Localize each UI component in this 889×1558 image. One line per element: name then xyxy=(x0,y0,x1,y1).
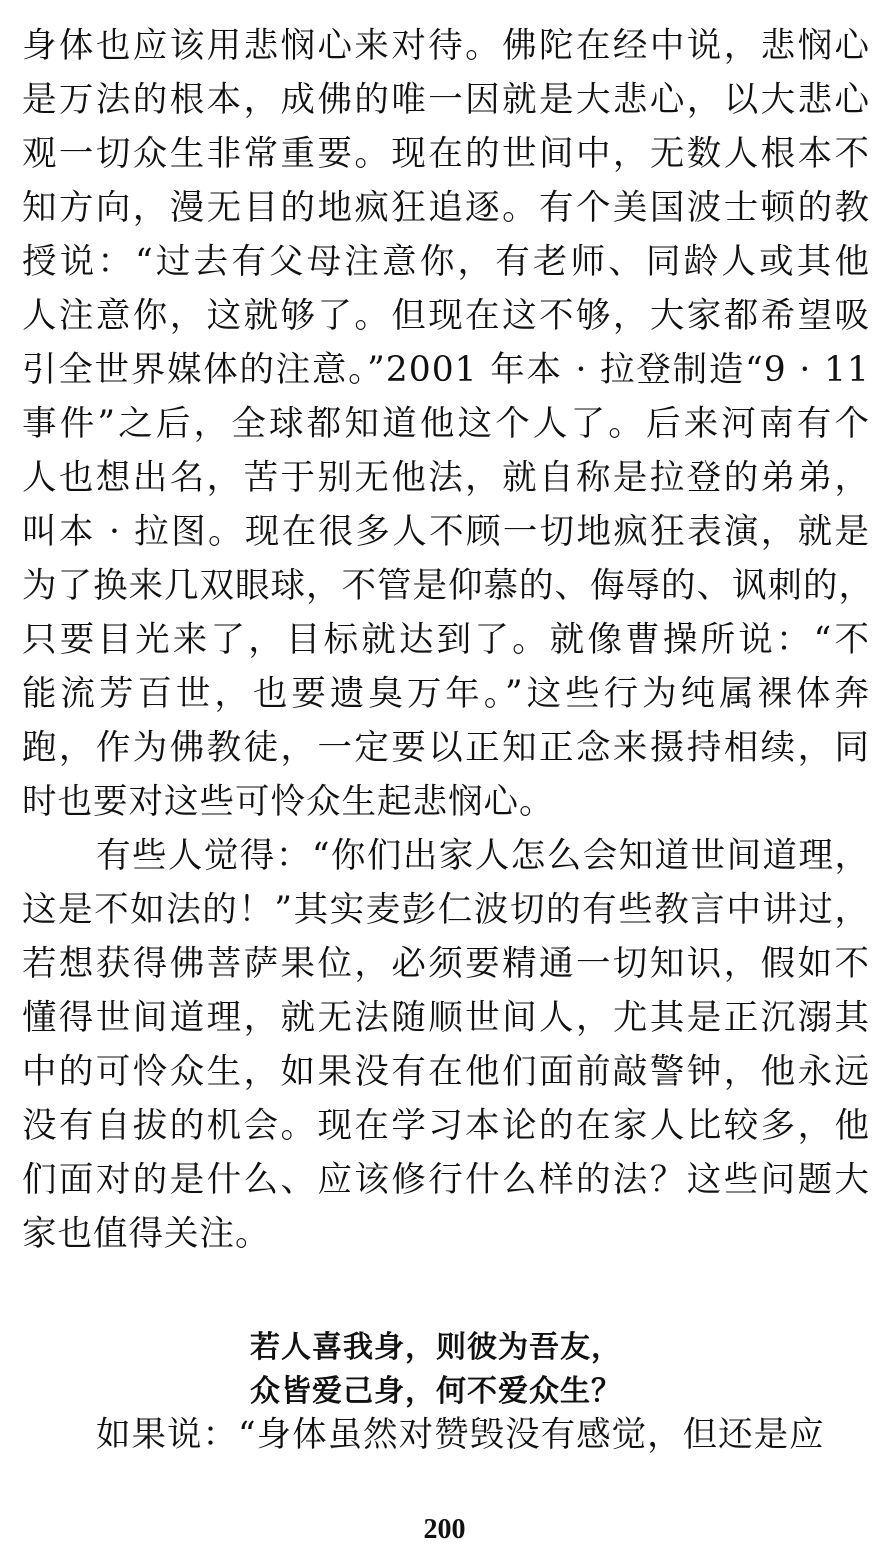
text-line: 中的可怜众生，如果没有在他们面前敲警钟，他永远 xyxy=(22,1052,870,1092)
text-line: 知方向，漫无目的地疯狂追逐。有个美国波士顿的教 xyxy=(22,188,870,228)
text-line: 人也想出名，苦于别无他法，就自称是拉登的弟弟， xyxy=(22,458,870,498)
text-line: 引全世界媒体的注意。”2001 年本 · 拉登制造“9 · 11 xyxy=(22,350,870,390)
text-line: 有些人觉得：“你们出家人怎么会知道世间道理， xyxy=(96,836,870,876)
text-line: 们面对的是什么、应该修行什么样的法？这些问题大 xyxy=(22,1160,870,1200)
text-line: 没有自拔的机会。现在学习本论的在家人比较多，他 xyxy=(22,1106,870,1146)
verse-block xyxy=(250,1326,850,1414)
paragraph-2 xyxy=(22,829,870,1261)
text-line: 身体也应该用悲悯心来对待。佛陀在经中说，悲悯心 xyxy=(22,26,870,66)
verse-line: 若人喜我身，则彼为吾友， xyxy=(250,1330,622,1365)
text-line: 只要目光来了，目标就达到了。就像曹操所说：“不 xyxy=(22,620,870,660)
paragraph-1 xyxy=(22,19,874,829)
paragraph-3 xyxy=(22,1408,870,1462)
text-line: 是万法的根本，成佛的唯一因就是大悲心，以大悲心 xyxy=(22,80,870,120)
text-line: 懂得世间道理，就无法随顺世间人，尤其是正沉溺其 xyxy=(22,998,870,1038)
text-line: 时也要对这些可怜众生起悲悯心。 xyxy=(22,782,555,822)
text-line: 授说：“过去有父母注意你，有老师、同龄人或其他 xyxy=(22,242,870,282)
verse-line: 众皆爱己身，何不爱众生？ xyxy=(250,1374,622,1409)
text-line: 跑，作为佛教徒，一定要以正知正念来摄持相续，同 xyxy=(22,728,870,768)
text-line: 观一切众生非常重要。现在的世间中，无数人根本不 xyxy=(22,134,870,174)
text-line: 人注意你，这就够了。但现在这不够，大家都希望吸 xyxy=(22,296,870,336)
text-line: 家也值得关注。 xyxy=(22,1214,271,1254)
text-line: 为了换来几双眼球，不管是仰慕的、侮辱的、讽刺的， xyxy=(22,566,874,606)
page-number: 200 xyxy=(423,1514,466,1545)
text-line: 这是不如法的！”其实麦彭仁波切的有些教言中讲过， xyxy=(22,890,870,930)
text-line: 能流芳百世，也要遗臭万年。”这些行为纯属裸体奔 xyxy=(22,674,870,714)
text-line: 如果说：“身体虽然对赞毁没有感觉，但还是应 xyxy=(96,1415,825,1455)
text-line: 若想获得佛菩萨果位，必须要精通一切知识，假如不 xyxy=(22,944,870,984)
text-line: 叫本 · 拉图。现在很多人不顾一切地疯狂表演，就是 xyxy=(22,512,870,552)
text-line: 事件”之后，全球都知道他这个人了。后来河南有个 xyxy=(22,404,870,444)
